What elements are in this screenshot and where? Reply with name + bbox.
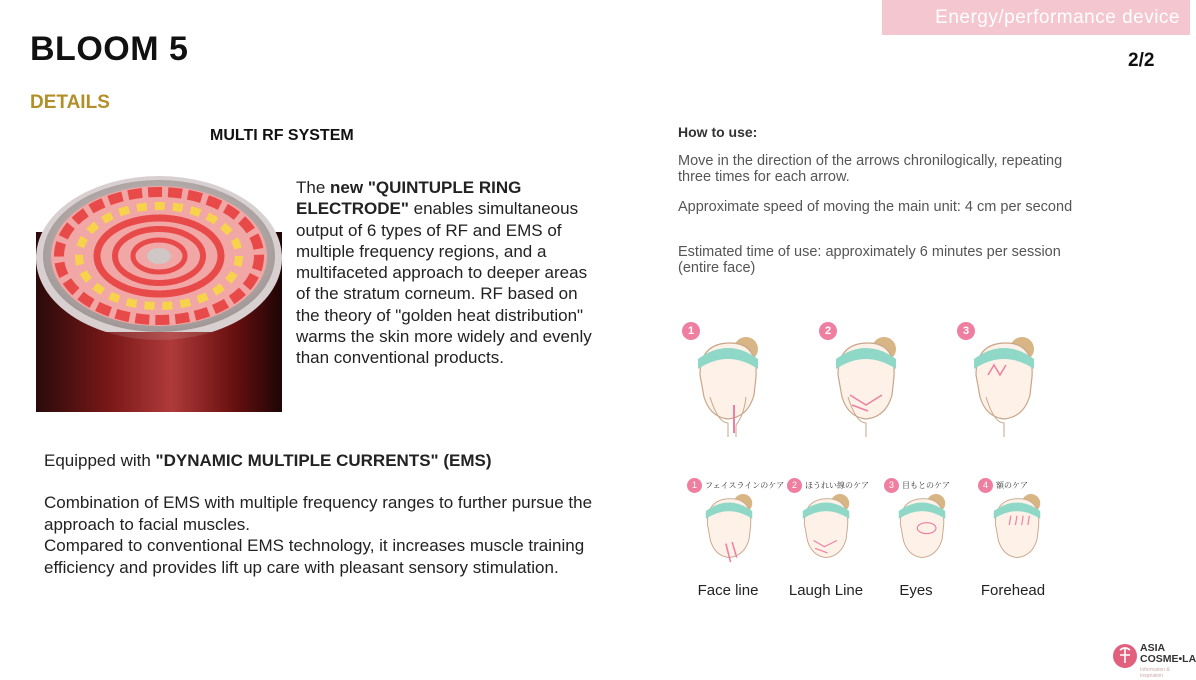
caption-forehead: Forehead (980, 582, 1046, 599)
step-label-text: フェイスラインのケア (705, 481, 785, 490)
face-illustration-2 (826, 335, 906, 437)
step-number: 3 (884, 478, 899, 493)
subheading: MULTI RF SYSTEM (210, 127, 354, 144)
how-to-use-title: How to use: (678, 124, 758, 140)
ems-line-1: Combination of EMS with multiple frequency ranges to further pursue the approach to facial muscles. (44, 493, 593, 534)
how-to-use-step-1: Move in the direction of the arrows chronilogically, repeating three times for each arrow. (678, 153, 1063, 185)
step-number: 1 (687, 478, 702, 493)
ems-heading-bold: "DYNAMIC MULTIPLE CURRENTS" (EMS) (155, 451, 492, 470)
ems-heading (44, 451, 492, 471)
category-banner (882, 0, 1190, 35)
page-number: 2/2 (1128, 50, 1155, 71)
desc-text-rest: enables simultaneous output of 6 types of RF and EMS of multiple frequency regions, and a multifaceted approach to deeper areas of the stratum corneum. RF based on the theory of "golden heat distribution" warms the skin more widely and evenly than conventional products. (296, 199, 592, 368)
logo-line-1: ASIA (1140, 642, 1166, 654)
face-illustration-laugh-line (795, 492, 857, 572)
ems-line-2: Compared to conventional EMS technology, it increases muscle training efficiency and provides lift up care with pleasant sensory stimulation. (44, 536, 585, 577)
step-label-text: 額のケア (996, 481, 1028, 490)
logo-tagline: Information & Inspiration (1140, 667, 1170, 679)
device-image (36, 172, 282, 412)
page-title: BLOOM 5 (30, 30, 189, 68)
step-number: 4 (978, 478, 993, 493)
ems-description (44, 492, 604, 578)
step-label-text: 目もとのケア (902, 481, 950, 490)
how-to-use-step-3: Estimated time of use: approximately 6 minutes per session (entire face) (678, 244, 1061, 276)
step-badge: 3 (957, 322, 975, 340)
step-label-text: ほうれい線のケア (805, 481, 869, 490)
step-number: 2 (787, 478, 802, 493)
caption-face-line: Face line (697, 582, 759, 599)
category-banner-text: Energy/performance device (935, 7, 1180, 28)
electrode-description (296, 177, 596, 369)
logo-line-2: COSME•LA (1140, 653, 1196, 665)
step-badge: 2 (819, 322, 837, 340)
step-badge: 1 (682, 322, 700, 340)
logo-text (1140, 643, 1196, 665)
how-to-use-step-2: Approximate speed of moving the main unit: 4 cm per second (678, 199, 1073, 215)
face-illustration-forehead (986, 492, 1048, 572)
desc-bold: new "QUINTUPLE RING ELECTRODE" (296, 178, 522, 219)
face-illustration-3 (964, 335, 1044, 437)
desc-text: The (296, 178, 331, 197)
face-illustration-face-line (698, 492, 760, 572)
face-illustration-1 (688, 335, 768, 437)
caption-eyes: Eyes (899, 582, 933, 599)
section-label: DETAILS (30, 92, 110, 113)
caption-laugh-line: Laugh Line (788, 582, 864, 599)
face-illustration-eyes (891, 492, 953, 572)
ems-heading-text: Equipped with (44, 451, 156, 470)
asia-cosme-la-logo-icon (1112, 643, 1138, 669)
